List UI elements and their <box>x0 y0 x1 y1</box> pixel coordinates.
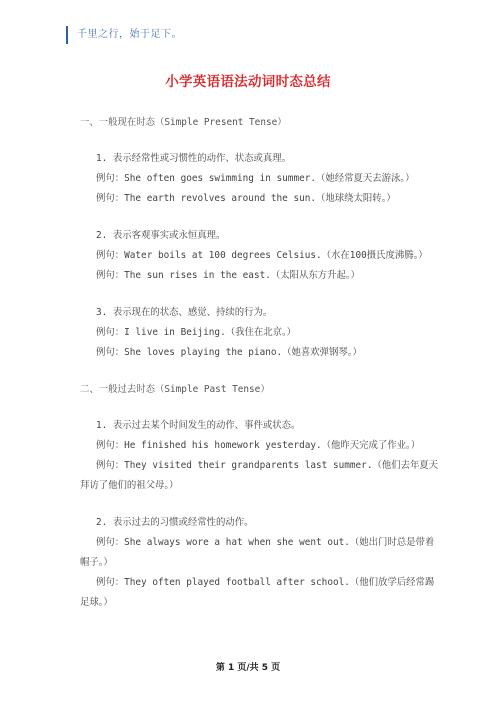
example-past-2b: 例句：They often played football after school.（他们放学后经常踢 <box>96 577 435 588</box>
rule-past-2: 2. 表示过去的习惯或经常性的动作。 <box>96 517 254 528</box>
document-title: 小学英语语法动词时态总结 <box>165 74 331 90</box>
example-past-2a: 例句：She always wore a hat when she went out.（她出门时总是带着 <box>96 537 435 548</box>
example-present-3b: 例句：She loves playing the piano.（她喜欢弹钢琴。） <box>96 347 362 358</box>
example-present-2a: 例句：Water boils at 100 degrees Celsius.（水在100摄氏度沸腾。） <box>96 250 428 261</box>
example-present-3a: 例句：I live in Beijing.（我住在北京。） <box>96 327 297 338</box>
rule-present-1: 1. 表示经常性或习惯性的动作、状态或真理。 <box>96 153 292 164</box>
example-past-2b-cont: 足球。） <box>80 597 113 608</box>
rule-present-3: 3. 表示现在的状态、感觉、持续的行为。 <box>96 307 273 318</box>
section-heading-present: 一、一般现在时态（Simple Present Tense） <box>80 117 287 128</box>
page-number: 第 1 页/共 5 页 <box>215 663 281 673</box>
example-past-1a: 例句：He finished his homework yesterday.（他昨天完成了作业。） <box>96 440 421 451</box>
rule-present-2: 2. 表示客观事实或永恒真理。 <box>96 230 226 241</box>
page-header-motto: 千里之行，始于足下。 <box>66 26 182 44</box>
example-present-1b: 例句：The earth revolves around the sun.（地球绕太阳转。） <box>96 193 396 204</box>
example-past-1b: 例句：They visited their grandparents last summer.（他们去年夏天 <box>96 460 439 471</box>
example-past-2a-cont: 帽子。） <box>80 557 113 568</box>
example-past-1b-cont: 拜访了他们的祖父母。） <box>80 480 179 491</box>
example-present-2b: 例句：The sun rises in the east.（太阳从东方升起。） <box>96 270 360 281</box>
example-present-1a: 例句：She often goes swimming in summer.（她经常夏天去游泳。） <box>96 173 415 184</box>
section-heading-past: 二、一般过去时态（Simple Past Tense） <box>80 384 270 395</box>
rule-past-1: 1. 表示过去某个时间发生的动作、事件或状态。 <box>96 420 301 431</box>
